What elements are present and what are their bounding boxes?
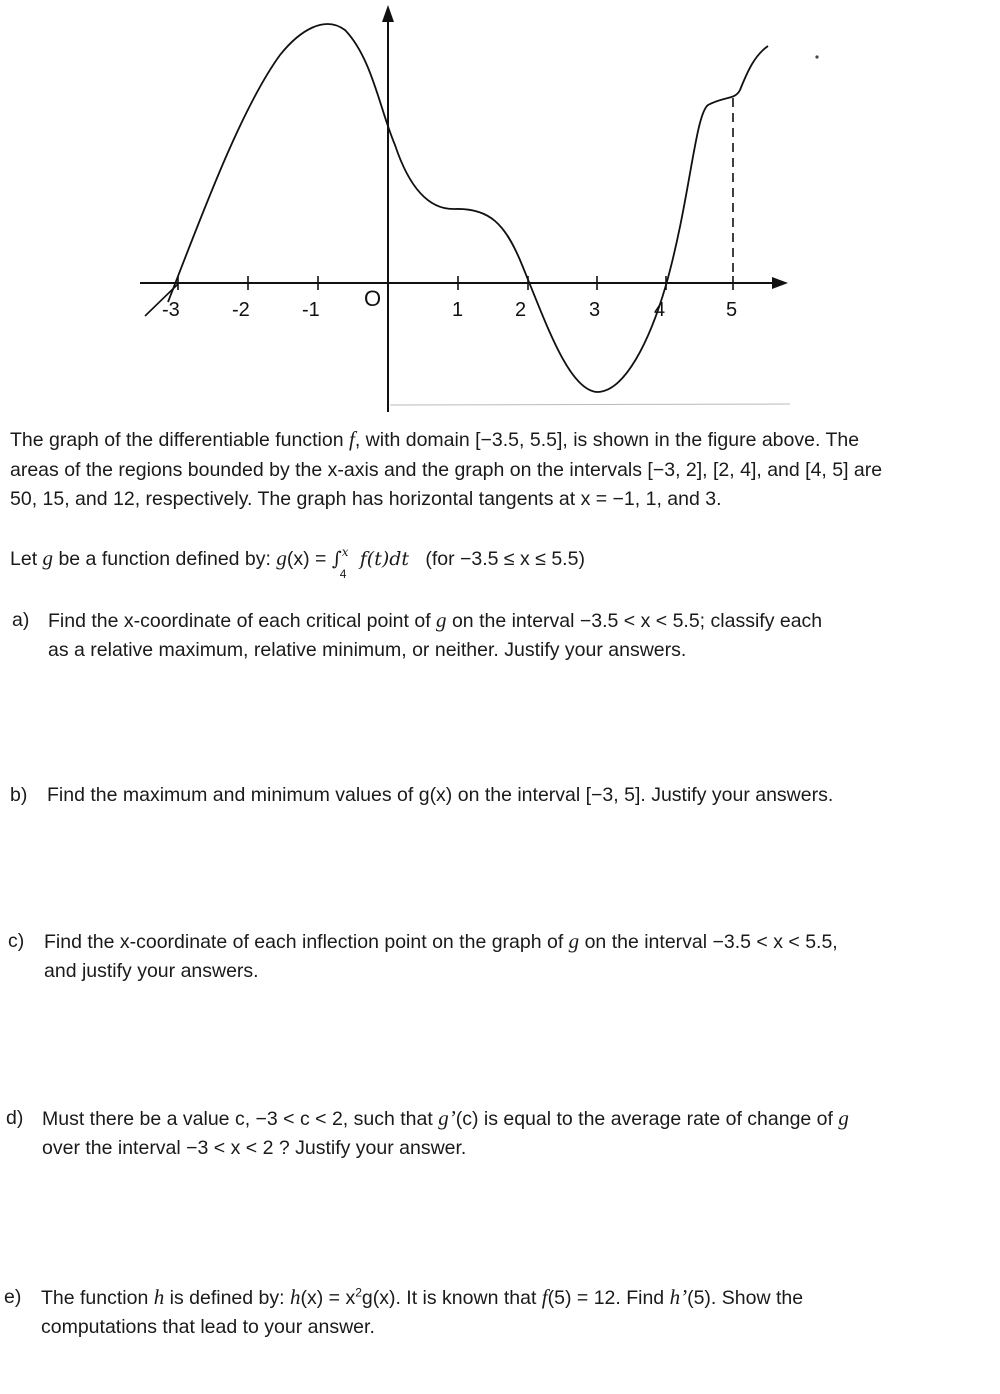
integrand: f(t)dt <box>353 548 410 570</box>
tick-label-5: 5 <box>726 299 738 321</box>
tick-label-neg2: -2 <box>232 299 250 321</box>
question-c <box>8 927 978 987</box>
tick-label-neg1: -1 <box>302 299 320 321</box>
definition-line: Let g be a function defined by: g(x) = ∫ x 4 f(t)dt (for −3.5 ≤ x ≤ 5.5) <box>10 544 995 575</box>
intro-line-3: 50, 15, and 12, respectively. The graph has horizontal tangents at x = −1, 1, and 3. <box>10 488 722 510</box>
question-d-letter: d) <box>6 1107 24 1129</box>
intro-line-2: areas of the regions bounded by the x-axis and the graph on the intervals [−3, 2], [2, 4], and [4, 5] are <box>10 458 883 481</box>
question-c-letter: c) <box>8 930 25 952</box>
graph-figure <box>0 0 1000 420</box>
question-e <box>4 1283 979 1343</box>
tick-label-3: 3 <box>589 299 601 321</box>
question-c-line-2: and justify your answers. <box>44 960 259 982</box>
question-a-line-2: as a relative maximum, relative minimum, or neither. Justify your answers. <box>48 639 687 661</box>
origin-label: O <box>364 286 382 311</box>
intro-line-1: The graph of the differentiable function f, with domain [−3.5, 5.5], is shown in the figure above. The <box>10 427 860 451</box>
y-axis-arrow <box>382 5 394 22</box>
intro-paragraph <box>10 425 995 515</box>
integral-upper-limit: x <box>341 544 349 559</box>
tick-label-2: 2 <box>515 299 527 321</box>
question-a <box>12 606 972 666</box>
question-c-line-1: Find the x-coordinate of each inflection point on the graph of g on the interval −3.5 < x < 5.5, <box>44 929 838 953</box>
integral-sign: ∫ <box>331 548 342 570</box>
tick-label-1: 1 <box>452 299 464 321</box>
question-e-line-2: computations that lead to your answer. <box>41 1316 375 1338</box>
question-d-line-2: over the interval −3 < x < 2 ? Justify your answer. <box>42 1137 467 1159</box>
function-curve <box>168 24 768 392</box>
question-d <box>6 1104 981 1164</box>
tick-label-4: 4 <box>654 299 666 321</box>
tick-label-neg3: -3 <box>162 299 180 321</box>
baseline-stroke <box>390 404 790 405</box>
question-a-letter: a) <box>12 609 30 631</box>
integral-lower-limit: 4 <box>339 566 347 581</box>
question-b-letter: b) <box>10 784 28 806</box>
question-d-line-1: Must there be a value c, −3 < c < 2, such that g’(c) is equal to the average rate of change of g <box>42 1106 849 1130</box>
question-e-letter: e) <box>4 1286 22 1308</box>
question-e-line-1: The function h is defined by: $h(x) = x^2g(x)$. It is known that f(5) = 12. Find h’(5). Show the <box>41 1285 804 1309</box>
question-b-line-1: Find the maximum and minimum values of g(x) on the interval [−3, 5]. Justify your answers. <box>47 784 834 806</box>
question-a-line-1: Find the x-coordinate of each critical point of g on the interval −3.5 < x < 5.5; classify each <box>48 608 823 632</box>
f-symbol: f <box>348 427 355 451</box>
stray-dot <box>815 55 818 58</box>
x-axis-arrow <box>772 277 788 289</box>
question-b <box>10 781 970 811</box>
